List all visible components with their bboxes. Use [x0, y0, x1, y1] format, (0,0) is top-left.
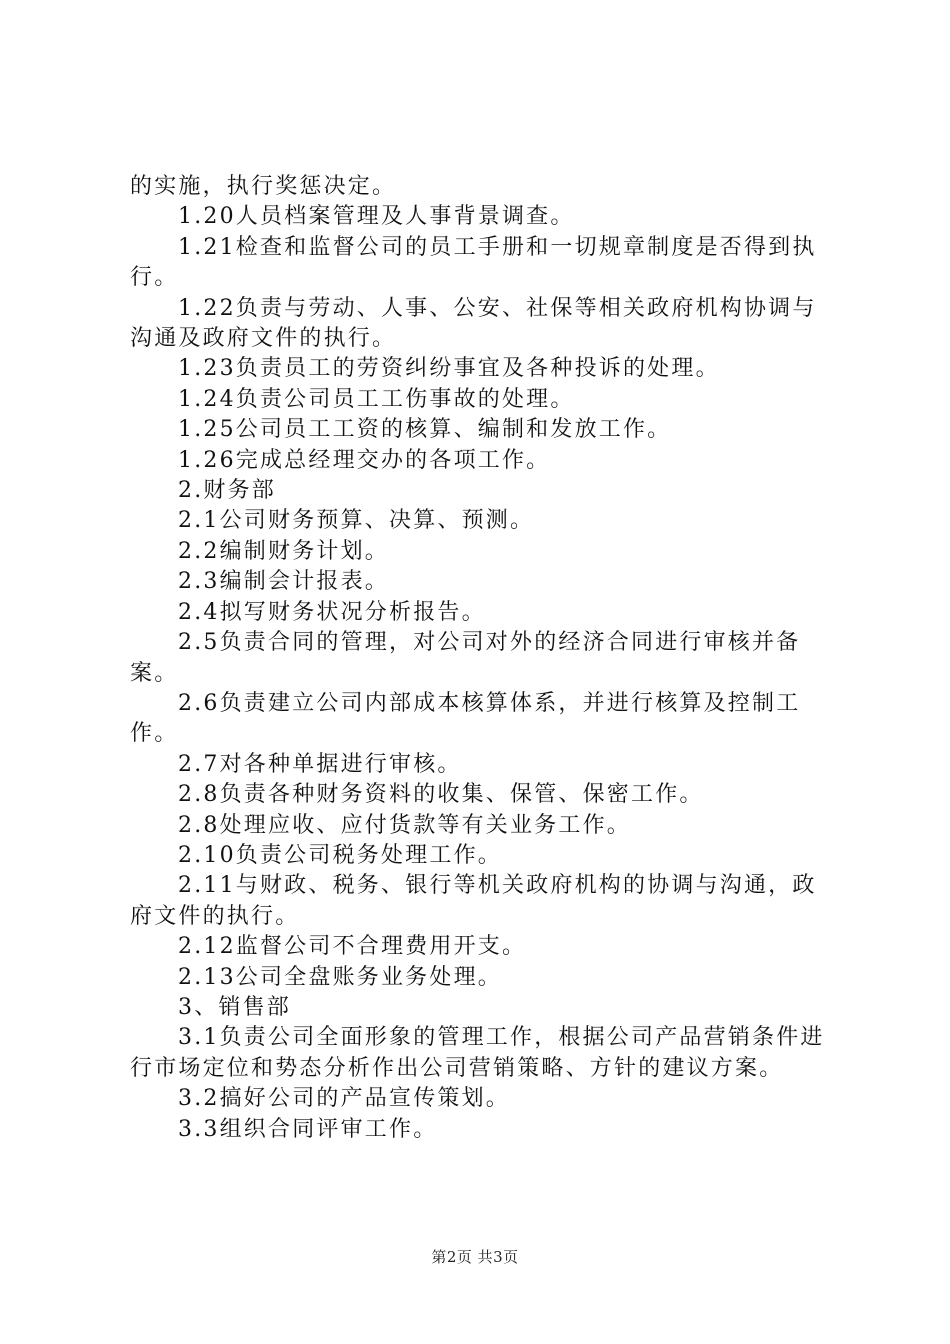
- paragraph: 2.8负责各种财务资料的收集、保管、保密工作。: [178, 782, 704, 808]
- paragraph: 3、销售部: [178, 994, 291, 1020]
- paragraph: 3.3组织合同评审工作。: [178, 1116, 438, 1142]
- paragraph: 2.财务部: [178, 478, 276, 504]
- paragraph: 2.3编制会计报表。: [178, 569, 389, 595]
- paragraph: 2.4拟写财务状况分析报告。: [178, 599, 486, 625]
- paragraph: 2.10负责公司税务处理工作。: [178, 842, 502, 868]
- paragraph: 1.21检查和监督公司的员工手册和一切规章制度是否得到执行。: [130, 234, 817, 291]
- paragraph: 2.11与财政、税务、银行等机关政府机构的协调与沟通，政府文件的执行。: [130, 873, 817, 929]
- paragraph: 1.23负责员工的劳资纠纷事宜及各种投诉的处理。: [178, 356, 720, 382]
- paragraph: 1.24负责公司员工工伤事故的处理。: [178, 386, 575, 412]
- paragraph: 1.26完成总经理交办的各项工作。: [178, 447, 551, 473]
- paragraph: 2.6负责建立公司内部成本核算体系，并进行核算及控制工作。: [130, 690, 801, 747]
- paragraph: 的实施，执行奖惩决定。: [130, 174, 397, 199]
- paragraph: 1.22负责与劳动、人事、公安、社保等相关政府机构协调与沟通及政府文件的执行。: [130, 295, 817, 352]
- paragraph: 2.2编制财务计划。: [178, 538, 389, 564]
- paragraph: 2.12监督公司不合理费用开支。: [178, 934, 527, 960]
- paragraph: 1.25公司员工工资的核算、编制和发放工作。: [178, 417, 672, 443]
- page-footer: 第2页 共3页: [431, 1248, 519, 1266]
- paragraph: 2.1公司财务预算、决算、预测。: [178, 508, 535, 534]
- paragraph: 1.20人员档案管理及人事背景调查。: [178, 204, 575, 230]
- paragraph: 2.13公司全盘账务业务处理。: [178, 964, 502, 990]
- paragraph: 2.8处理应收、应付货款等有关业务工作。: [178, 812, 631, 838]
- paragraph: 3.2搞好公司的产品宣传策划。: [178, 1086, 510, 1112]
- paragraph: 2.7对各种单据进行审核。: [178, 751, 462, 777]
- paragraph: 3.1负责公司全面形象的管理工作，根据公司产品营销条件进行市场定位和势态分析作出公司营销策略、方针的建议方案。: [130, 1025, 825, 1081]
- document-body: [130, 172, 830, 1145]
- paragraph: 2.5负责合同的管理，对公司对外的经济合同进行审核并备案。: [130, 630, 801, 686]
